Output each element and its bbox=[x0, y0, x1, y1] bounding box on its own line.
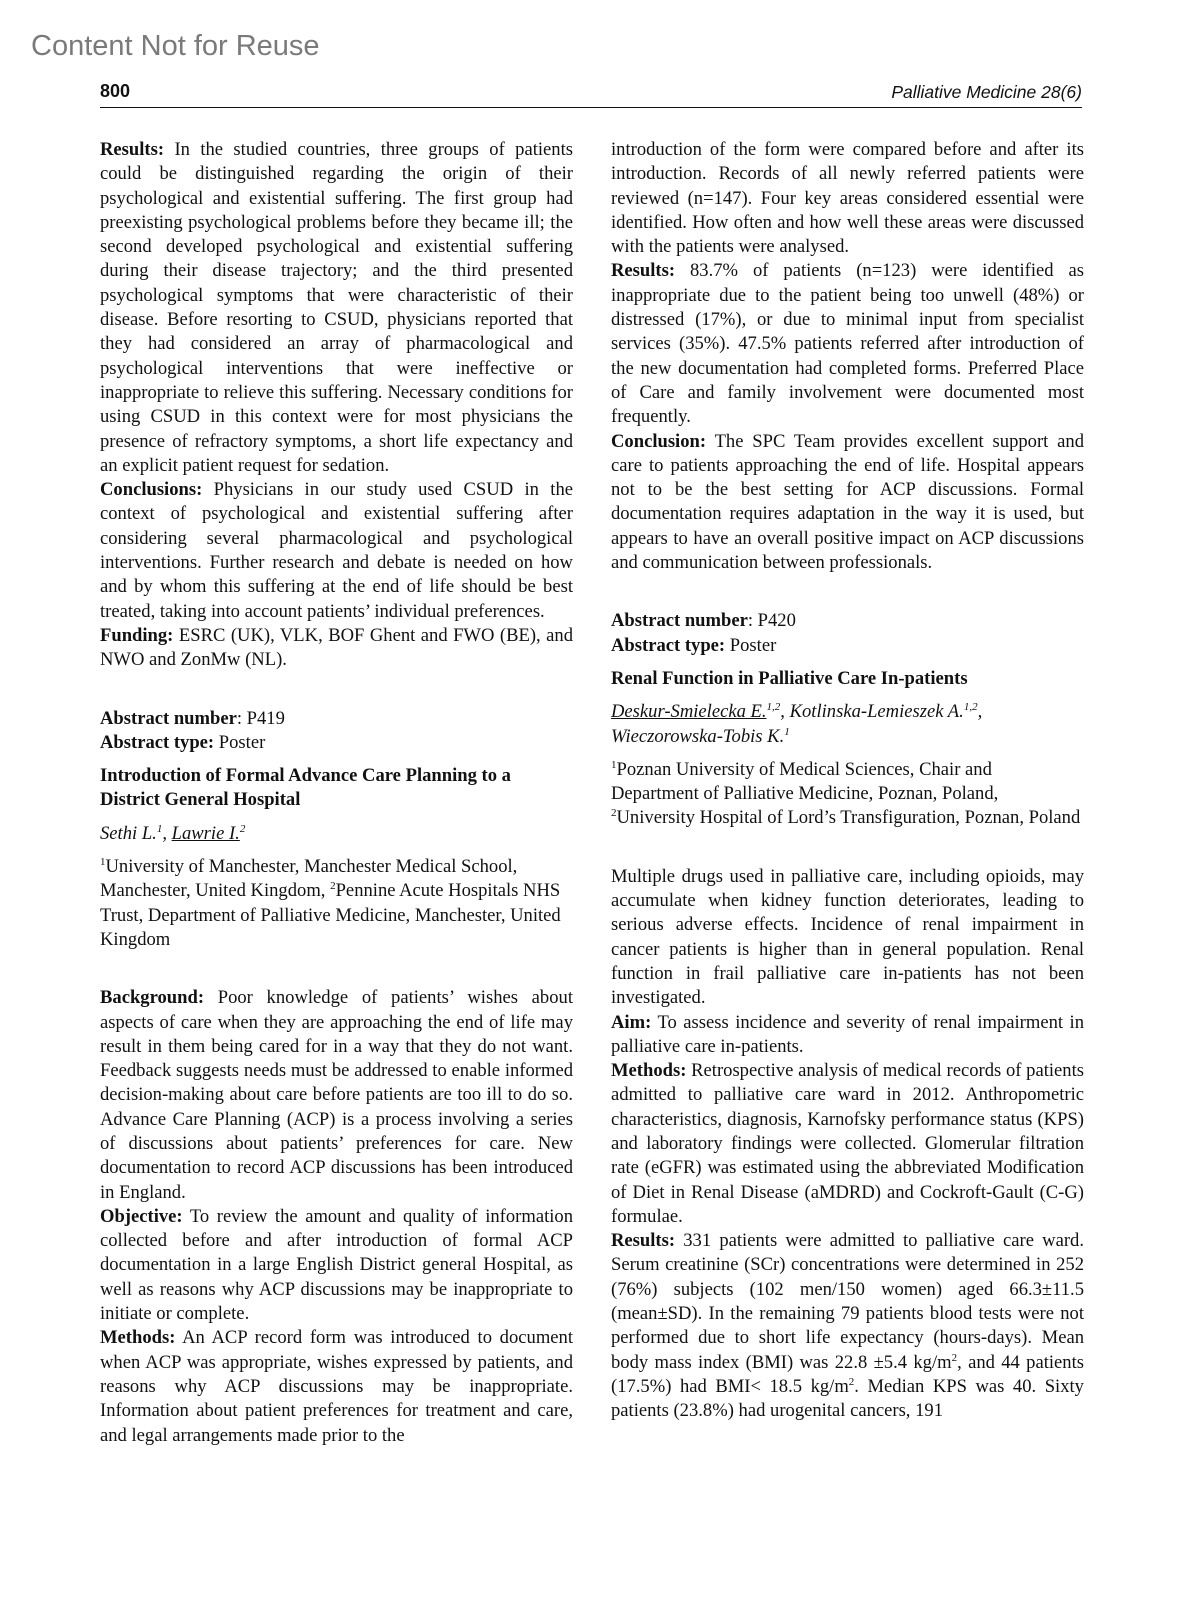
affiliation-marker: 2 bbox=[330, 880, 336, 893]
watermark: Content Not for Reuse bbox=[31, 30, 320, 62]
author-affiliation-marker: 1,2 bbox=[963, 701, 978, 714]
results-label: Results: bbox=[100, 139, 165, 160]
author-name: , Wieczorowska-Tobis K. bbox=[611, 701, 983, 747]
objective-label: Objective: bbox=[100, 1205, 183, 1227]
affiliations bbox=[100, 855, 573, 952]
funding-paragraph bbox=[100, 624, 573, 673]
abstract-number-line bbox=[100, 707, 573, 731]
results-paragraph bbox=[100, 138, 573, 478]
presenting-author-name: Lawrie I. bbox=[171, 822, 240, 844]
conclusion-paragraph bbox=[611, 430, 1084, 576]
results-text: In the studied countries, three groups of patients could be distinguished regarding the origin of their psychological and existential suffering. The first group had preexisting psychological problems before they became ill; the second developed psychological and existential suffering during their disease trajectory; and the third presented psychological symptoms that were characteristic of their disease. Before resorting to CSUD, physicians reported that they had considered an array of pharmacological and psychological interventions that were ineffective or inappropriate to relieve this suffering. Necessary conditions for using CSUD in this context were for most physicians the presence of refractory symptoms, a short life expectancy and an explicit patient request for sedation. bbox=[100, 139, 573, 476]
journal-name: Palliative Medicine 28(6) bbox=[891, 82, 1082, 102]
superscript: 2 bbox=[848, 1375, 855, 1388]
affiliation-text: University Hospital of Lord’s Transfiguration, Poznan, Poland bbox=[616, 807, 1081, 829]
background-text: Poor knowledge of patients’ wishes about aspects of care when they are approaching the end of life may result in them being cared for in a way that they do not want. Feedback suggests needs must be addressed to enable informed decision-making about care before patients are too ill to do so. Advance Care Planning (ACP) is a process involving a series of discussions about patients’ preferences for care. New documentation to record ACP discussions has been introduced in England. bbox=[100, 987, 573, 1203]
abstract-type-value: Poster bbox=[725, 634, 777, 656]
affiliation-marker: 2 bbox=[611, 807, 617, 820]
conclusions-label: Conclusions: bbox=[100, 479, 203, 501]
affiliations bbox=[611, 758, 1084, 831]
results-label: Results: bbox=[611, 260, 676, 282]
aim-paragraph bbox=[611, 1011, 1084, 1060]
author-separator: , bbox=[162, 822, 172, 844]
abstract-number-value: : P420 bbox=[747, 610, 796, 632]
running-header bbox=[100, 81, 1082, 108]
results-text: 83.7% of patients (n=123) were identified as inappropriate due to the patient being too unwell (48%) or distressed (17%), or due to minimal input from specialist services (35%). 47.5% patients referred after introduction of the new documentation had completed forms. Preferred Place of Care and family involvement were documented most frequently. bbox=[611, 260, 1084, 428]
methods-label: Methods: bbox=[100, 1327, 176, 1349]
right-column bbox=[611, 138, 1084, 1424]
methods-text: An ACP record form was introduced to document when ACP was appropriate, wishes expressed by patients, and reasons why ACP discussions may be inappropriate. Information about patient preferences for treatment and care, and legal arrangements made prior to the bbox=[100, 1327, 574, 1446]
abstract-number-line bbox=[611, 609, 1084, 633]
abstract-type-label: Abstract type: bbox=[611, 634, 726, 656]
abstract-type-line bbox=[100, 731, 573, 755]
aim-label: Aim: bbox=[611, 1011, 652, 1033]
conclusions-text: Physicians in our study used CSUD in the context of psychological and existential suffering after considering several pharmacological and psychological interventions. Further research and debate is needed on how and by whom this suffering at the end of life should be best treated, taking into account patients’ individual preferences. bbox=[100, 479, 573, 622]
objective-paragraph bbox=[100, 1205, 573, 1326]
conclusion-text: The SPC Team provides excellent support and care to patients approaching the end of life. Hospital appears not to be the best setting for ACP discussions. Formal documentation requires adaptation in the way it is used, but appears to have an overall positive impact on ACP discussions and communication between professionals. bbox=[611, 430, 1084, 574]
aim-text: To assess incidence and severity of renal impairment in palliative care in-patients. bbox=[611, 1011, 1085, 1057]
page-number: 800 bbox=[100, 81, 131, 101]
abstract-type-line bbox=[611, 634, 1084, 658]
results-text: . Median KPS was 40. Sixty patients (23.8%) had urogenital cancers, 191 bbox=[611, 1375, 1084, 1422]
methods-paragraph bbox=[100, 1326, 573, 1447]
affiliation-text: University of Manchester, Manchester Medical School, Manchester, United Kingdom, bbox=[100, 856, 518, 902]
author-affiliation-marker: 1 bbox=[784, 725, 790, 738]
objective-text: To review the amount and quality of information collected before and after introduction of formal ACP documentation in a large English District general Hospital, as well as reasons why ACP discussions may be inappropriate to initiate or complete. bbox=[100, 1205, 574, 1325]
abstract-type-value: Poster bbox=[214, 731, 266, 753]
results-paragraph bbox=[611, 259, 1084, 429]
affiliation-text: Poznan University of Medical Sciences, Chair and Department of Palliative Medicine, Poznan, Poland, bbox=[611, 758, 999, 805]
superscript: 2 bbox=[951, 1351, 958, 1364]
methods-paragraph bbox=[611, 1059, 1084, 1229]
author-name: , Kotlinska-Lemieszek A. bbox=[780, 701, 964, 723]
background-label: Background: bbox=[100, 987, 205, 1009]
presenting-author-name: Deskur-Smielecka E. bbox=[611, 701, 767, 723]
abstract-number-label: Abstract number bbox=[100, 707, 237, 729]
abstract-number-value: : P419 bbox=[236, 707, 285, 729]
author-name: Sethi L. bbox=[100, 822, 157, 844]
author-affiliation-marker: 1,2 bbox=[766, 701, 781, 714]
abstract-number-label: Abstract number bbox=[611, 610, 748, 632]
author-list bbox=[611, 700, 1084, 749]
author-affiliation-marker: 1 bbox=[156, 822, 163, 835]
methods-label: Methods: bbox=[611, 1060, 687, 1082]
author-affiliation-marker: 2 bbox=[239, 822, 246, 835]
results-text: 331 patients were admitted to palliative care ward. Serum creatinine (SCr) concentrations were determined in 252 (76%) subjects (102 men/150 women) aged 66.3±11.5 (mean±SD). In the remaining 79 patients blood tests were not performed due to short life expectancy (hours-days). Mean body mass index (BMI) was 22.8 ±5.4 kg/m bbox=[611, 1230, 1084, 1373]
author-list bbox=[100, 822, 573, 846]
affiliation-text: Pennine Acute Hospitals NHS Trust, Department of Palliative Medicine, Manchester, United Kingdom bbox=[100, 880, 561, 950]
background-paragraph bbox=[100, 986, 573, 1205]
abstract-title: Introduction of Formal Advance Care Planning to a District General Hospital bbox=[100, 765, 511, 811]
methods-text: Retrospective analysis of medical records of patients admitted to palliative care ward in 2012. Anthropometric characteristics, diagnosis, Karnofsky performance status (KPS) and laboratory findings were collected. Glomerular filtration rate (eGFR) was estimated using the abbreviated Modification of Diet in Renal Disease (aMDRD) and Cockroft-Gault (C-G) formulae. bbox=[611, 1060, 1084, 1227]
results-text: , and 44 patients (17.5%) had BMI< 18.5 kg/m bbox=[611, 1351, 1085, 1397]
affiliation-marker: 1 bbox=[100, 855, 106, 868]
funding-label: Funding: bbox=[100, 624, 174, 646]
funding-text: ESRC (UK), VLK, BOF Ghent and FWO (BE), and NWO and ZonMw (NL). bbox=[100, 624, 573, 671]
intro-paragraph: Multiple drugs used in palliative care, including opioids, may accumulate when kidney function deteriorates, leading to serious adverse effects. Incidence of renal impairment in cancer patients is higher than in general population. Renal function in frail palliative care in-patients has not been investigated. bbox=[611, 865, 1084, 1009]
conclusions-paragraph bbox=[100, 478, 573, 624]
abstract-type-label: Abstract type: bbox=[100, 731, 215, 753]
results-paragraph bbox=[611, 1229, 1084, 1423]
continued-methods-paragraph: introduction of the form were compared before and after its introduction. Records of all newly referred patients were reviewed (n=147). Four key areas considered essential were identified. How often and how well these areas were discussed with the patients were analysed. bbox=[611, 139, 1084, 258]
left-column bbox=[100, 138, 573, 1448]
abstract-title: Renal Function in Palliative Care In-patients bbox=[611, 667, 968, 689]
conclusion-label: Conclusion: bbox=[611, 430, 707, 452]
affiliation-marker: 1 bbox=[611, 758, 617, 771]
results-label: Results: bbox=[611, 1230, 676, 1252]
